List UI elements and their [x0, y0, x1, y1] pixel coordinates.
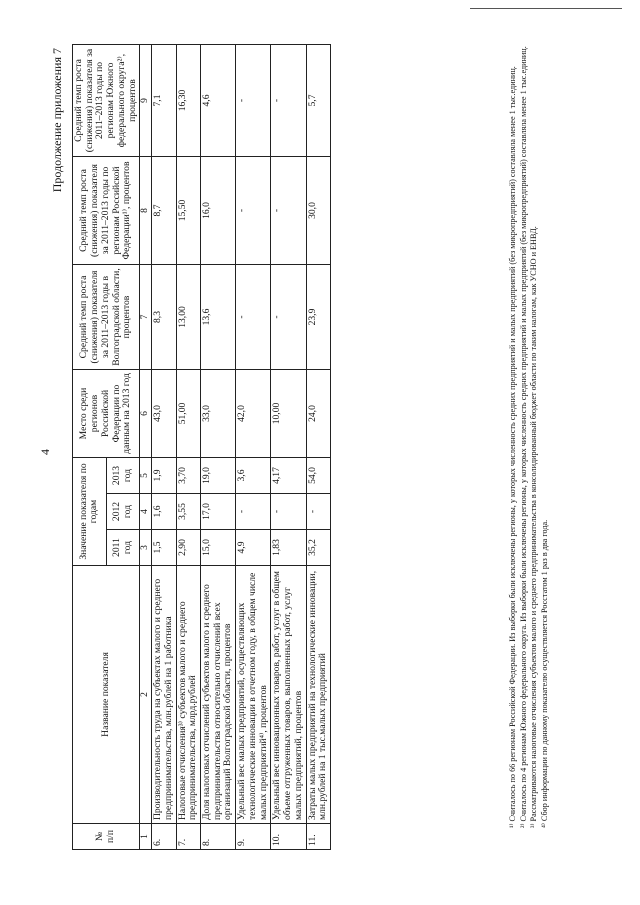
table-row — [306, 45, 330, 850]
table-row — [176, 45, 200, 850]
header-2012: 2012 год — [106, 494, 140, 530]
footnote-4: ⁴⁾ Сбор информации по данному показателю осуществляется Росстатом 1 раз в два года. — [539, 519, 549, 828]
colnum: 8 — [140, 157, 152, 265]
header-row — [73, 45, 107, 850]
top-rule — [470, 8, 622, 9]
avg-rf-value: 15,50 — [176, 157, 200, 265]
value-2011: 15,0 — [200, 530, 235, 566]
header-avg-rf: Средний темп роста (снижения) показателя за 2011–2013 годы по регионам Российской Федерации¹⁾, процентов — [73, 157, 140, 265]
place-value: 24,0 — [306, 370, 330, 458]
avg-south-value: 5,7 — [306, 45, 330, 157]
avg-south-value: - — [271, 45, 306, 157]
colnum: 6 — [140, 370, 152, 458]
footnotes — [508, 40, 550, 850]
row-number: 9. — [236, 824, 271, 850]
value-2013: 19,0 — [200, 458, 235, 494]
colnum: 5 — [140, 458, 152, 494]
rotated-page — [20, 20, 620, 880]
avg-south-value: 4,6 — [200, 45, 235, 157]
avg-region-value: - — [236, 265, 271, 370]
indicator-name: Удельный вес малых предприятий, осуществляющих технологические инновации в отчетном году, в общем числе малых предприятий⁴⁾, процентов — [236, 566, 271, 824]
indicator-name: Доля налоговых отчислений субъектов малого и среднего предпринимательства относительно отчислений всех организаций Волгоградской области, процентов — [200, 566, 235, 824]
colnum: 9 — [140, 45, 152, 157]
row-number: 7. — [176, 824, 200, 850]
header-n: № п/п — [73, 824, 140, 850]
avg-rf-value: - — [271, 157, 306, 265]
value-2013: 4,17 — [271, 458, 306, 494]
page-number: 4 — [38, 449, 52, 455]
table-row — [271, 45, 306, 850]
avg-rf-value: - — [236, 157, 271, 265]
indicators-table — [72, 44, 331, 850]
value-2012: - — [271, 494, 306, 530]
header-avg-region: Средний темп роста (снижения) показателя за 2011–2013 годы в Волгоградской области, процентов — [73, 265, 140, 370]
avg-region-value: - — [271, 265, 306, 370]
avg-rf-value: 8,7 — [152, 157, 176, 265]
value-2011: 1,5 — [152, 530, 176, 566]
header-place: Место среди регионов Российской Федерации по данным на 2013 год — [73, 370, 140, 458]
place-value: 10,00 — [271, 370, 306, 458]
indicator-name: Производительность труда на субъектах малого и среднего предпринимательства, млн.рублей на 1 работника — [152, 566, 176, 824]
footnote-1: ¹⁾ Считалось по 66 регионам Российской Федерации. Из выборки были исключены регионы, у которых численность средних предприятий и малых предприятий (без микропредприятий) составляла менее 1 тыс.единиц. — [508, 66, 517, 828]
header-2013: 2013 год — [106, 458, 140, 494]
value-2012: 17,0 — [200, 494, 235, 530]
colnum: 4 — [140, 494, 152, 530]
place-value: 33,0 — [200, 370, 235, 458]
value-2013: 3,6 — [236, 458, 271, 494]
value-2013: 54,0 — [306, 458, 330, 494]
continuation-title: Продолжение приложения 7 — [50, 48, 64, 193]
colnum: 7 — [140, 265, 152, 370]
value-2011: 35,2 — [306, 530, 330, 566]
avg-region-value: 13,6 — [200, 265, 235, 370]
place-value: 43,0 — [152, 370, 176, 458]
avg-rf-value: 16,0 — [200, 157, 235, 265]
colnum: 3 — [140, 530, 152, 566]
header-values-group: Значение показателя по годам — [73, 458, 107, 566]
avg-region-value: 8,3 — [152, 265, 176, 370]
table-row — [236, 45, 271, 850]
avg-region-value: 23,9 — [306, 265, 330, 370]
table-row — [200, 45, 235, 850]
indicator-name: Налоговые отчисления³⁾ субъектов малого и среднего предпринимательства, млрд.рублей — [176, 566, 200, 824]
colnum: 1 — [140, 824, 152, 850]
avg-region-value: 13,00 — [176, 265, 200, 370]
value-2011: 4,9 — [236, 530, 271, 566]
row-number: 10. — [271, 824, 306, 850]
colnum: 2 — [140, 566, 152, 824]
avg-south-value: 7,1 — [152, 45, 176, 157]
header-name: Название показателя — [73, 566, 140, 824]
row-number: 8. — [200, 824, 235, 850]
value-2012: 1,6 — [152, 494, 176, 530]
row-number: 11. — [306, 824, 330, 850]
column-numbers-row — [140, 45, 152, 850]
value-2013: 1,9 — [152, 458, 176, 494]
value-2012: - — [306, 494, 330, 530]
avg-rf-value: 30,0 — [306, 157, 330, 265]
indicator-name: Затраты малых предприятий на технологические инновации, млн.рублей на 1 тыс.малых предприятий — [306, 566, 330, 824]
value-2013: 3,70 — [176, 458, 200, 494]
place-value: 42,0 — [236, 370, 271, 458]
value-2012: 3,55 — [176, 494, 200, 530]
footnote-3: ³⁾ Рассматриваются налоговые отчисления субъектов малого и среднего предпринимательства в консолидированный бюджет области по таким налогам, как УСНО и ЕНВД. — [529, 226, 538, 828]
value-2012: - — [236, 494, 271, 530]
value-2011: 1,83 — [271, 530, 306, 566]
avg-south-value: 16,30 — [176, 45, 200, 157]
avg-south-value: - — [236, 45, 271, 157]
indicator-name: Удельный вес инновационных товаров, работ, услуг в общем объеме отгруженных товаров, выполненных работ, услуг малых предприятий, процентов — [271, 566, 306, 824]
row-number: 6. — [152, 824, 176, 850]
header-avg-south: Средний темп роста (снижения) показателя за 2011–2013 годы по регионам Южного федерального округа²⁾, процентов — [73, 45, 140, 157]
table-row — [152, 45, 176, 850]
value-2011: 2,90 — [176, 530, 200, 566]
footnote-2: ²⁾ Считалось по 4 регионам Южного федерального округа. Из выборки были исключены регионы, у которых численность средних предприятий и малых предприятий (без микропредприятий) составляла менее 1 тыс.единиц. — [518, 46, 528, 828]
place-value: 51,00 — [176, 370, 200, 458]
header-2011: 2011 год — [106, 530, 140, 566]
